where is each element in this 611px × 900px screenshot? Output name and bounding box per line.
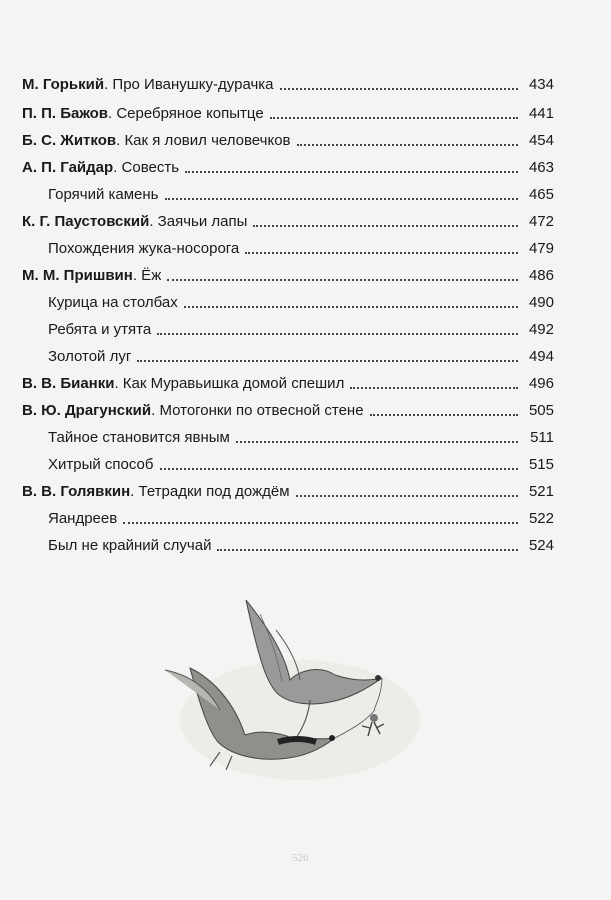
toc-page-number: 496 <box>528 375 554 392</box>
toc-title: Был не крайний случай <box>48 537 212 554</box>
leader-dots <box>297 144 519 146</box>
toc-title: . Серебряное копытце <box>108 105 264 122</box>
toc-title: . Мотогонки по отвесной стене <box>151 402 364 419</box>
toc-author: А. П. Гайдар <box>22 159 114 176</box>
toc-page-number: 505 <box>528 402 554 419</box>
toc-entry[interactable] <box>22 155 554 177</box>
toc-page-number: 472 <box>528 213 554 230</box>
toc-entry-text <box>22 105 264 123</box>
toc-entry[interactable] <box>22 72 554 94</box>
toc-author: М. М. Пришвин <box>22 267 133 284</box>
toc-title: Курица на столбах <box>48 294 178 311</box>
leader-dots <box>350 387 518 389</box>
leader-dots <box>185 171 518 173</box>
toc-entry-text <box>22 375 344 393</box>
toc-title: . Про Иванушку-дурачка <box>104 76 274 93</box>
toc-page-number: 524 <box>528 537 554 554</box>
toc-entry-text <box>22 402 364 420</box>
leader-dots <box>137 360 518 362</box>
leader-dots <box>167 279 518 281</box>
toc-entry[interactable] <box>22 182 554 204</box>
toc-page-number: 434 <box>528 76 554 93</box>
toc-entry-text <box>22 510 117 528</box>
toc-page-number: 454 <box>528 132 554 149</box>
leader-dots <box>123 522 518 524</box>
toc-page-number: 463 <box>528 159 554 176</box>
toc-title: Яандреев <box>48 510 118 527</box>
toc-title: Горячий камень <box>48 186 159 203</box>
toc-page-number: 465 <box>528 186 554 203</box>
page-number: 526 <box>292 852 309 864</box>
leader-dots <box>270 117 518 119</box>
toc-title: . Совесть <box>113 159 180 176</box>
leader-dots <box>157 333 518 335</box>
toc-title: . Ёж <box>132 267 162 284</box>
toc-page-number: 441 <box>528 105 554 122</box>
toc-entry[interactable] <box>22 398 554 420</box>
toc-title: Тайное становится явным <box>48 429 230 446</box>
leader-dots <box>245 252 518 254</box>
toc-title: . Заячьи лапы <box>149 213 248 230</box>
toc-author: П. П. Бажов <box>22 105 109 122</box>
toc-entry-text <box>22 76 274 94</box>
toc-entry-text <box>22 186 159 204</box>
toc-title: . Как Муравьишка домой спешил <box>114 375 345 392</box>
toc-page-number: 490 <box>528 294 554 311</box>
toc-page-number: 492 <box>528 321 554 338</box>
toc-entry[interactable] <box>22 533 554 555</box>
toc-entry-text <box>22 240 239 258</box>
toc-entry-text <box>22 132 291 150</box>
toc-entry[interactable] <box>22 209 554 231</box>
toc-author: Б. С. Житков <box>22 132 117 149</box>
toc-author: В. В. Голявкин <box>22 483 131 500</box>
toc-entry-text <box>22 537 211 555</box>
leader-dots <box>296 495 518 497</box>
toc-title: . Тетрадки под дождём <box>130 483 290 500</box>
toc-title: Похождения жука-носорога <box>48 240 240 257</box>
leader-dots <box>236 441 518 443</box>
leader-dots <box>184 306 518 308</box>
toc-page-number: 511 <box>530 429 554 446</box>
toc-title: Золотой луг <box>48 348 132 365</box>
toc-entry[interactable] <box>22 263 554 285</box>
toc-entry[interactable] <box>22 317 554 339</box>
toc-entry-text <box>22 348 131 366</box>
toc-entry[interactable] <box>22 101 554 123</box>
flying-geese-with-boy-icon <box>160 570 430 805</box>
leader-dots <box>370 414 518 416</box>
toc-title: Ребята и утята <box>48 321 152 338</box>
toc-entry[interactable] <box>22 290 554 312</box>
toc-entry[interactable] <box>22 128 554 150</box>
toc-entry-text <box>22 159 179 177</box>
toc-page-number: 521 <box>528 483 554 500</box>
toc-entry[interactable] <box>22 236 554 258</box>
toc-entry[interactable] <box>22 506 554 528</box>
toc-entry[interactable] <box>22 425 554 447</box>
leader-dots <box>217 549 518 551</box>
toc-page-number: 494 <box>528 348 554 365</box>
toc-title: . Как я ловил человечков <box>116 132 291 149</box>
toc-entry-text <box>22 429 230 447</box>
toc-author: К. Г. Паустовский <box>22 213 150 230</box>
toc-entry[interactable] <box>22 371 554 393</box>
toc-title: Хитрый способ <box>48 456 154 473</box>
toc-entry-text <box>22 294 178 312</box>
leader-dots <box>160 468 519 470</box>
leader-dots <box>253 225 518 227</box>
toc-author: В. Ю. Драгунский <box>22 402 152 419</box>
toc-entry[interactable] <box>22 479 554 501</box>
toc-entry[interactable] <box>22 344 554 366</box>
leader-dots <box>165 198 519 200</box>
toc-author: В. В. Бианки <box>22 375 115 392</box>
toc-page-number: 515 <box>528 456 554 473</box>
leader-dots <box>280 88 518 90</box>
toc-page-number: 479 <box>528 240 554 257</box>
toc-page-number: 486 <box>528 267 554 284</box>
toc-page-number: 522 <box>528 510 554 527</box>
toc-author: М. Горький <box>22 76 105 93</box>
toc-entry-text <box>22 456 154 474</box>
toc-entry-text <box>22 483 290 501</box>
toc-entry-text <box>22 321 151 339</box>
toc-entry-text <box>22 213 247 231</box>
toc-entry-text <box>22 267 161 285</box>
toc-entry[interactable] <box>22 452 554 474</box>
